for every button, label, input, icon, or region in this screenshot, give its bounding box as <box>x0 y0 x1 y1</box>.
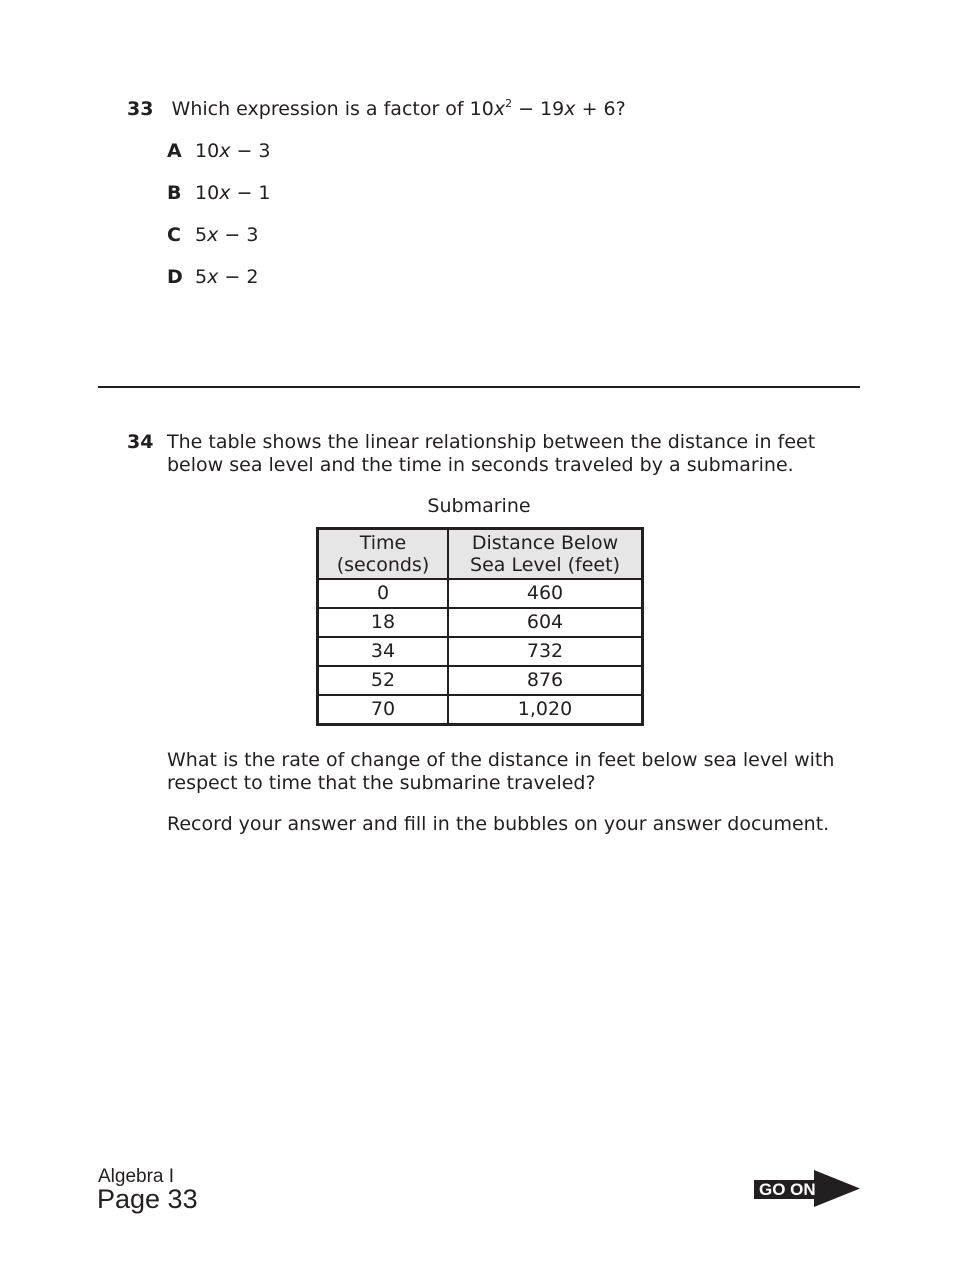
go-on-label: GO ON <box>754 1180 829 1199</box>
subject-label: Algebra I <box>98 1166 175 1187</box>
table-row <box>318 637 643 666</box>
time-cell: 70 <box>318 695 449 725</box>
time-cell: 0 <box>318 579 449 608</box>
question-stem: Which expression is a factor of $10x^2 - 19x + 6$? <box>171 97 626 120</box>
submarine-table <box>316 527 644 726</box>
answer-instruction: Record your answer and fill in the bubbles on your answer document. <box>167 813 830 835</box>
time-cell: 52 <box>318 666 449 695</box>
table-row <box>318 695 643 725</box>
question-33 <box>127 98 626 121</box>
table-row <box>318 608 643 637</box>
question-number: 34 <box>127 431 154 453</box>
distance-cell: 732 <box>448 637 643 666</box>
go-on-indicator <box>754 1170 860 1207</box>
distance-cell: 604 <box>448 608 643 637</box>
table-row <box>318 579 643 608</box>
distance-cell: 1,020 <box>448 695 643 725</box>
answer-choice-a[interactable]: A 10x − 3 <box>167 140 271 162</box>
page-number: Page 33 <box>97 1184 198 1214</box>
table-header-row <box>318 529 643 580</box>
distance-cell: 876 <box>448 666 643 695</box>
question-number: 33 <box>127 98 154 120</box>
question-prompt: What is the rate of change of the distance in feet below sea level with respect to time that the submarine traveled? <box>167 749 835 794</box>
question-stem: The table shows the linear relationship between the distance in feet below sea level and the time in seconds traveled by a submarine. <box>167 431 816 476</box>
section-divider <box>98 386 860 388</box>
answer-choice-c[interactable]: C 5x − 3 <box>167 224 259 246</box>
distance-cell: 460 <box>448 579 643 608</box>
answer-choice-b[interactable]: B 10x − 1 <box>167 182 271 204</box>
column-header-distance: Distance Below Sea Level (feet) <box>448 529 643 580</box>
time-cell: 34 <box>318 637 449 666</box>
table-title: Submarine <box>427 495 531 517</box>
column-header-time: Time (seconds) <box>318 529 449 580</box>
table-row <box>318 666 643 695</box>
answer-choice-d[interactable]: D 5x − 2 <box>167 266 259 288</box>
time-cell: 18 <box>318 608 449 637</box>
